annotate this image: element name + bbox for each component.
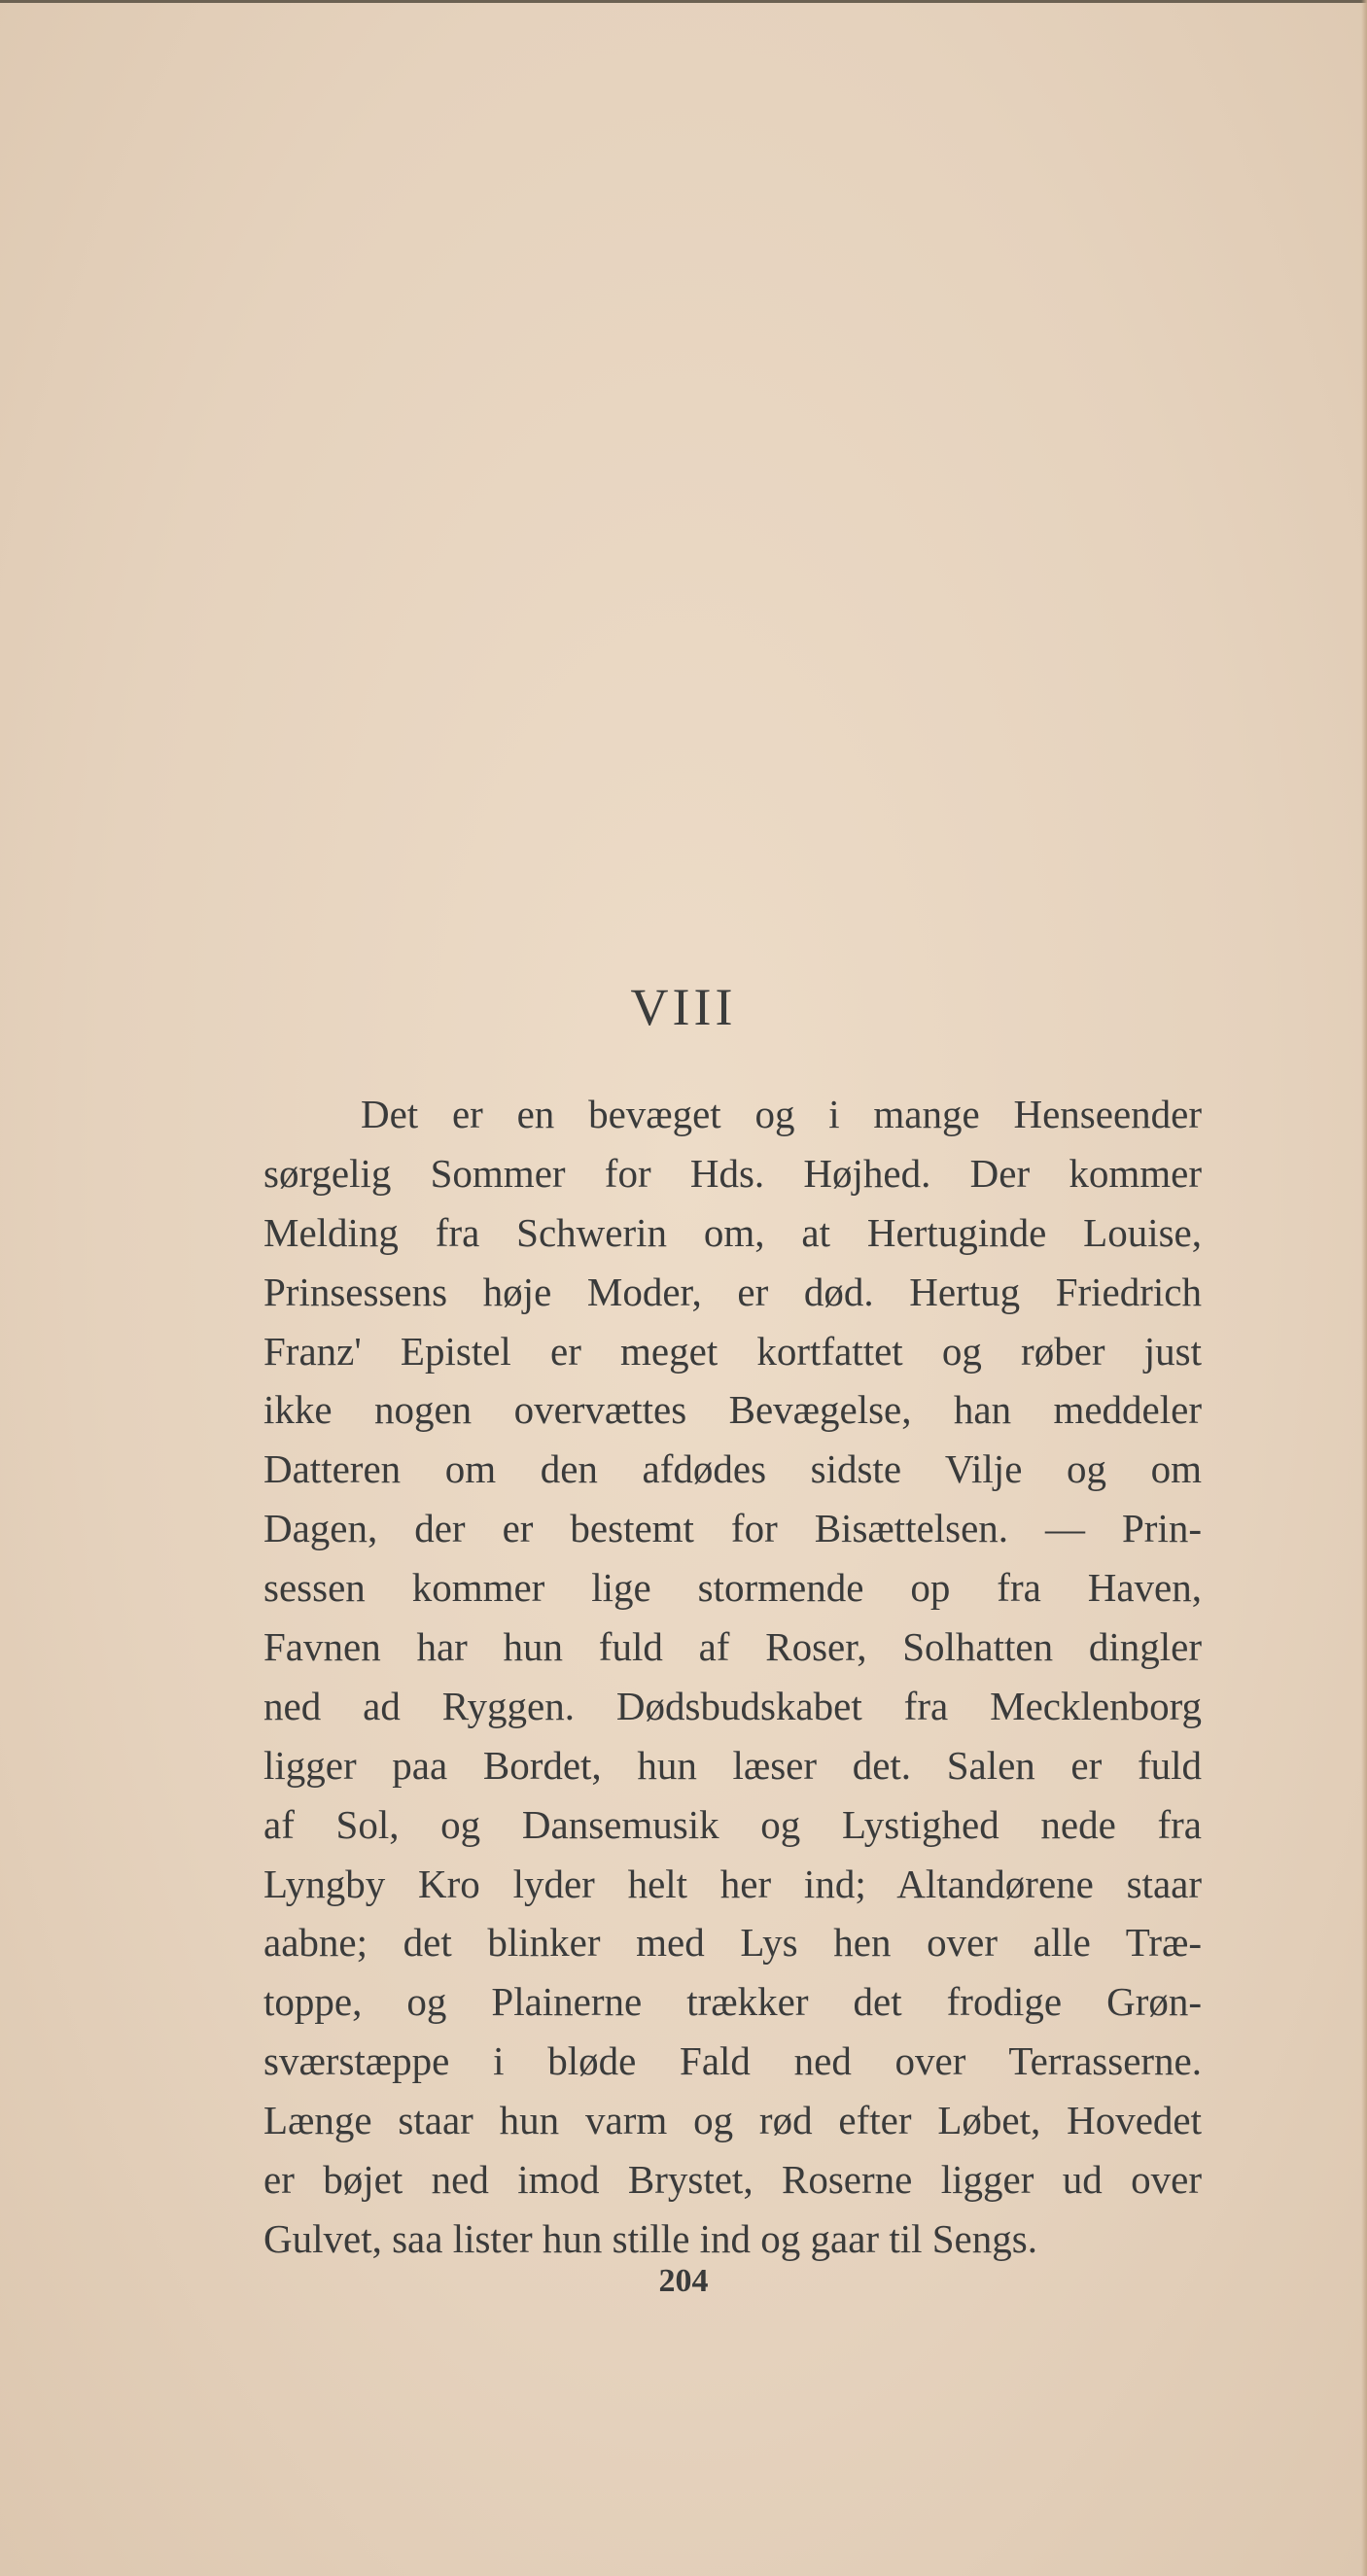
text-line: ligger paa Bordet, hun læser det. Salen er fuld: [263, 1742, 1202, 1788]
page-top-edge: [0, 0, 1367, 3]
text-line: toppe, og Plainerne trækker det frodige Grøn-: [263, 1979, 1202, 2025]
text-line: Det er en bevæget og i mange Henseender: [361, 1092, 1202, 1136]
page-number: 204: [658, 2263, 709, 2299]
page-right-edge: [1361, 0, 1367, 2576]
text-line: sværstæppe i bløde Fald ned over Terrasserne.: [263, 2038, 1202, 2084]
text-line: sørgelig Sommer for Hds. Højhed. Der kommer: [263, 1150, 1202, 1196]
text-line: Melding fra Schwerin om, at Hertuginde Louise,: [263, 1209, 1202, 1255]
text-line: Lyngby Kro lyder helt her ind; Altandørene staar: [263, 1861, 1202, 1906]
text-line: er bøjet ned imod Brystet, Roserne ligger ud over: [263, 2157, 1202, 2203]
text-line: Prinsessens høje Moder, er død. Hertug Friedrich: [263, 1269, 1202, 1314]
text-line: Dagen, der er bestemt for Bisættelsen. — Prin-: [263, 1506, 1202, 1551]
text-line: ned ad Ryggen. Dødsbudskabet fra Mecklenborg: [263, 1683, 1202, 1728]
chapter-heading: VIII: [630, 978, 737, 1036]
text-line: Længe staar hun varm og rød efter Løbet, Hovedet: [263, 2098, 1202, 2143]
text-line: Datteren om den afdødes sidste Vilje og om: [263, 1446, 1202, 1492]
text-line: Franz' Epistel er meget kortfattet og røber just: [263, 1328, 1202, 1374]
text-line: Gulvet, saa lister hun stille ind og gaar til Sengs.: [263, 2215, 1037, 2261]
body-paragraph: [263, 1085, 1202, 2269]
text-line: aabne; det blinker med Lys hen over alle Træ-: [263, 1920, 1202, 1966]
text-line: Favnen har hun fuld af Roser, Solhatten dingler: [263, 1624, 1202, 1670]
text-line: ikke nogen overvættes Bevægelse, han meddeler: [263, 1387, 1202, 1433]
text-line: af Sol, og Dansemusik og Lystighed nede fra: [263, 1801, 1202, 1847]
text-line: sessen kommer lige stormende op fra Haven,: [263, 1565, 1202, 1611]
